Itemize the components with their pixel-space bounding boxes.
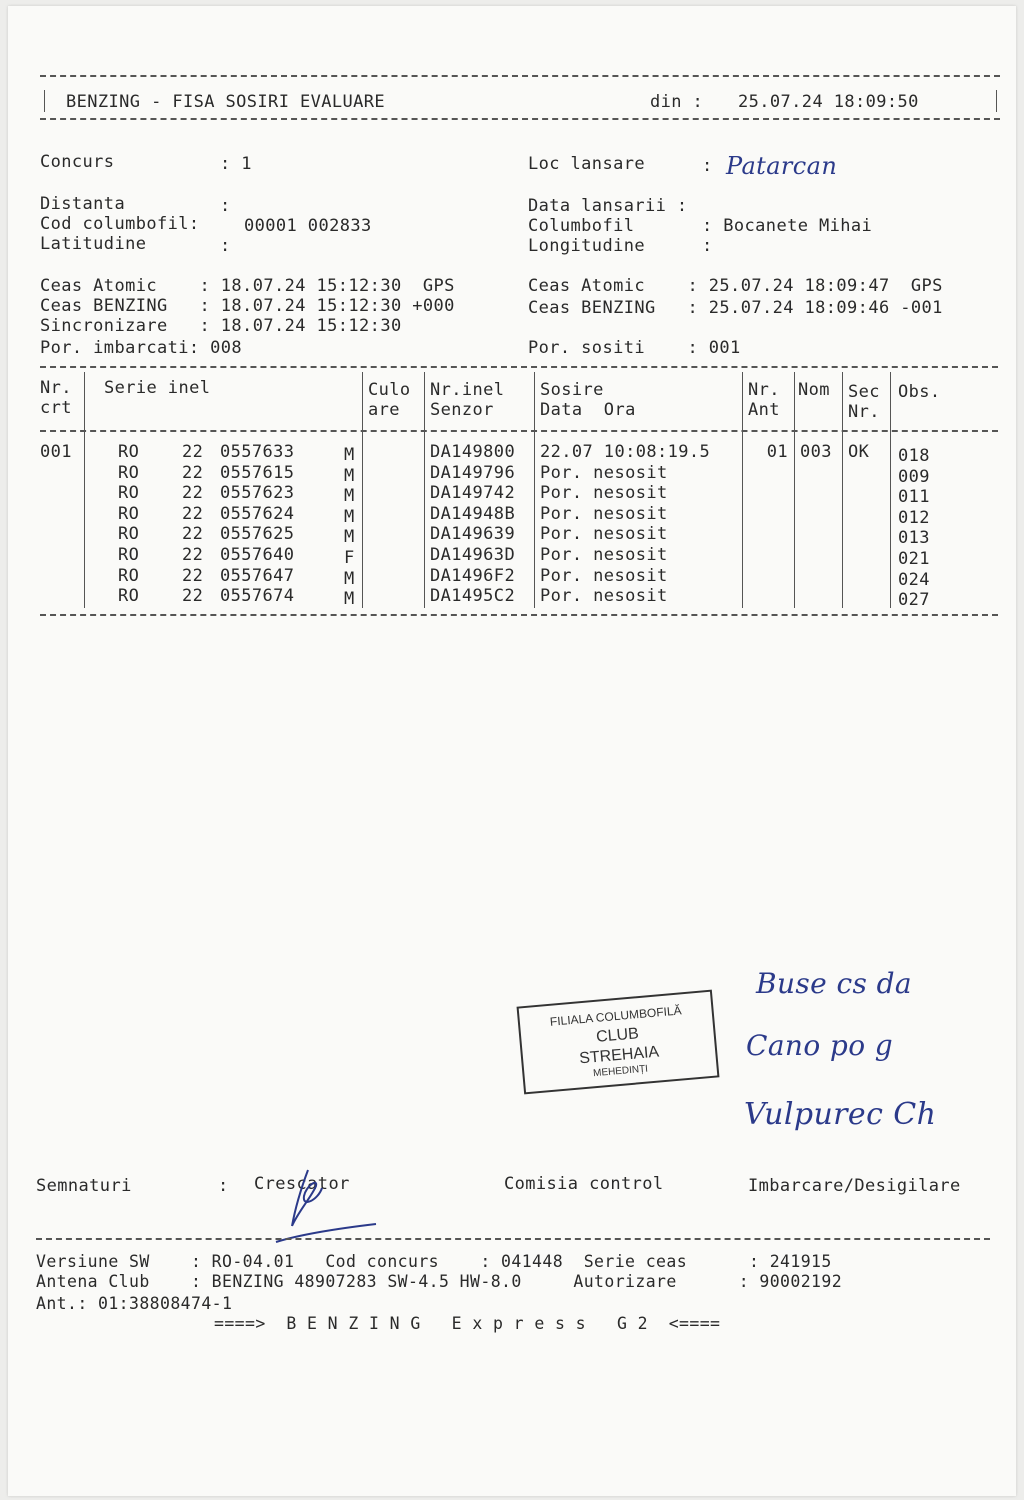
col-header-nrant-2: Ant xyxy=(748,400,780,420)
col-header-crt: crt xyxy=(40,398,72,418)
cell-senzor: DA149800 xyxy=(430,442,516,462)
col-header-are: are xyxy=(368,400,400,420)
cell-senzor: DA1495C2 xyxy=(430,586,516,607)
handwritten-note-3: Vulpurec Ch xyxy=(744,1097,937,1132)
cell-sosire: Por. nesosit xyxy=(540,565,668,586)
clock-right-4: Por. sositi : 001 xyxy=(528,338,741,358)
cell-an: 22 xyxy=(182,545,204,565)
col-header-senzor: Senzor xyxy=(430,400,494,420)
club-stamp xyxy=(517,990,720,1095)
col-sep-5 xyxy=(742,372,743,608)
col-header-sec-2: Nr. xyxy=(848,402,880,422)
cell-sosire: Por. nesosit xyxy=(540,483,668,504)
col-header-nom: Nom xyxy=(798,380,830,400)
cell-tara: RO xyxy=(118,565,140,586)
header-right-border xyxy=(996,90,997,112)
cell-sex: M xyxy=(344,568,355,589)
clock-left-2: Ceas BENZING : 18.07.24 15:12:30 +000 xyxy=(40,296,455,316)
loc-lansare-sep: : xyxy=(702,156,713,176)
cell-obs: 011 xyxy=(898,487,930,508)
clock-right-2: Ceas BENZING : 25.07.24 18:09:46 -001 xyxy=(528,298,943,318)
col-sep-1 xyxy=(84,372,85,608)
cell-tara: RO xyxy=(118,545,140,565)
footer-line-2: Antena Club : BENZING 48907283 SW-4.5 HW-8.0 Autorizare : 90002192 xyxy=(36,1272,843,1291)
cell-sosire: Por. nesosit xyxy=(540,586,668,607)
cell-tara: RO xyxy=(118,462,140,483)
cell-senzor: DA1496F2 xyxy=(430,565,516,586)
footer-line-3: Ant.: 01:38808474-1 xyxy=(36,1294,233,1313)
cell-inel: 0557633 xyxy=(220,442,295,462)
cell-obs: 018 xyxy=(898,446,930,466)
longitudine-value: : xyxy=(702,236,713,256)
cell-inel: 0557647 xyxy=(220,565,295,586)
clock-left-1: Ceas Atomic : 18.07.24 15:12:30 GPS xyxy=(40,276,455,296)
cell-senzor: DA14963D xyxy=(430,545,516,565)
document-page xyxy=(8,6,1016,1496)
columbofil-label: Columbofil xyxy=(528,216,635,236)
latitudine-value: : xyxy=(220,236,231,256)
col-sep-3 xyxy=(424,372,425,608)
cell-inel: 0557623 xyxy=(220,483,295,504)
cell-obs: 021 xyxy=(898,549,930,569)
clock-left-3: Sincronizare : 18.07.24 15:12:30 xyxy=(40,316,402,336)
cell-nom: 003 xyxy=(800,442,832,462)
cell-tara: RO xyxy=(118,442,140,462)
cell-obs: 012 xyxy=(898,507,930,528)
cell-sex: M xyxy=(344,589,355,610)
cell-senzor: DA14948B xyxy=(430,503,516,524)
cell-sex: M xyxy=(344,486,355,507)
cell-senzor: DA149639 xyxy=(430,524,516,545)
longitudine-label: Longitudine xyxy=(528,236,645,256)
cell-tara: RO xyxy=(118,524,140,545)
stamp-line-1: FILIALA COLUMBOFILĂ xyxy=(549,1003,683,1029)
cod-columbofil-label: Cod columbofil: xyxy=(40,214,200,234)
distanta-value: : xyxy=(220,196,231,216)
col-header-nrinel: Nr.inel xyxy=(430,380,505,400)
col-sep-2 xyxy=(362,372,363,608)
handwritten-note-1: Buse cs da xyxy=(756,967,913,1000)
col-header-sec-1: Sec xyxy=(848,382,880,402)
cell-sosire: 22.07 10:08:19.5 xyxy=(540,442,711,462)
report-title: BENZING - FISA SOSIRI EVALUARE xyxy=(66,92,386,112)
footer-rule xyxy=(36,1238,990,1240)
stamp-line-4: MEHEDINȚI xyxy=(592,1063,649,1080)
clock-right-1: Ceas Atomic : 25.07.24 18:09:47 GPS xyxy=(528,276,943,296)
imbarcare-label: Imbarcare/Desigilare xyxy=(748,1176,961,1196)
cell-tara: RO xyxy=(118,503,140,524)
loc-lansare-label: Loc lansare xyxy=(528,154,645,174)
cell-sex: F xyxy=(344,548,355,568)
col-header-dataora: Data Ora xyxy=(540,400,636,420)
latitudine-label: Latitudine xyxy=(40,234,147,254)
cell-obs: 024 xyxy=(898,569,930,590)
col-header-nrant-1: Nr. xyxy=(748,380,780,400)
cell-an: 22 xyxy=(182,565,204,586)
header-top-rule xyxy=(40,75,1000,77)
footer-line-1: Versiune SW : RO-04.01 Cod concurs : 041448 Serie ceas : 241915 xyxy=(36,1252,832,1271)
cell-an: 22 xyxy=(182,442,204,462)
col-header-obs: Obs. xyxy=(898,382,941,402)
cell-senzor: DA149796 xyxy=(430,462,516,483)
col-sep-6 xyxy=(794,372,795,608)
cell-an: 22 xyxy=(182,524,204,545)
signatures-label: Semnaturi xyxy=(36,1176,132,1196)
cell-inel: 0557615 xyxy=(220,462,295,483)
cell-inel: 0557640 xyxy=(220,545,295,565)
col-header-serie: Serie inel xyxy=(104,378,211,398)
cell-obs: 013 xyxy=(898,528,930,549)
footer-line-4: ====> B E N Z I N G E x p r e s s G 2 <==== xyxy=(214,1314,721,1333)
col-sep-4 xyxy=(534,372,535,608)
cell-an: 22 xyxy=(182,586,204,607)
crescator-label: Crescator xyxy=(254,1174,350,1194)
cell-tara: RO xyxy=(118,586,140,607)
crescator-signature xyxy=(272,1156,382,1246)
cell-obs: 027 xyxy=(898,590,930,611)
col-header-sosire: Sosire xyxy=(540,380,604,400)
cell-an: 22 xyxy=(182,503,204,524)
report-date: 25.07.24 18:09:50 xyxy=(738,92,919,112)
col-header-culo: Culo xyxy=(368,380,411,400)
cell-sosire: Por. nesosit xyxy=(540,503,668,524)
stamp-line-2: CLUB xyxy=(595,1025,640,1046)
cell-sex: M xyxy=(344,506,355,527)
col-header-nr: Nr. xyxy=(40,378,72,398)
concurs-label: Concurs xyxy=(40,152,115,172)
table-bottom-rule xyxy=(40,614,998,616)
cell-inel: 0557674 xyxy=(220,586,295,607)
cell-sex: M xyxy=(344,527,355,548)
cell-inel: 0557625 xyxy=(220,524,295,545)
cell-sec: OK xyxy=(848,442,870,462)
cell-nr: 001 xyxy=(40,442,72,462)
cell-inel: 0557624 xyxy=(220,503,295,524)
cell-sosire: Por. nesosit xyxy=(540,545,668,565)
clock-left-4: Por. imbarcati: 008 xyxy=(40,338,243,358)
col-sep-7 xyxy=(842,372,843,608)
table-top-rule xyxy=(40,366,998,368)
cell-sosire: Por. nesosit xyxy=(540,462,668,483)
loc-lansare-handwritten: Patarcan xyxy=(726,152,838,180)
table-header-rule xyxy=(40,430,998,432)
header-bottom-rule xyxy=(40,118,1000,120)
signatures-sep: : xyxy=(218,1176,229,1196)
col-sep-8 xyxy=(890,372,891,608)
report-date-label: din : xyxy=(650,92,704,112)
columbofil-value: : Bocanete Mihai xyxy=(702,216,873,236)
cell-obs: 009 xyxy=(898,466,930,487)
cell-tara: RO xyxy=(118,483,140,504)
cell-senzor: DA149742 xyxy=(430,483,516,504)
cell-an: 22 xyxy=(182,483,204,504)
handwritten-note-2: Cano po g xyxy=(746,1029,894,1062)
concurs-value: : 1 xyxy=(220,154,252,174)
distanta-label: Distanta xyxy=(40,194,126,214)
cell-an: 22 xyxy=(182,462,204,483)
data-lansarii-label: Data lansarii : xyxy=(528,196,688,216)
comisia-label: Comisia control xyxy=(504,1174,664,1194)
stamp-line-3: STREHAIA xyxy=(578,1043,660,1068)
cell-sosire: Por. nesosit xyxy=(540,524,668,545)
cell-sex: M xyxy=(344,465,355,486)
cell-sex: M xyxy=(344,445,355,465)
header-left-border xyxy=(44,90,45,112)
cell-ant: 01 xyxy=(766,442,788,462)
cod-columbofil-value: 00001 002833 xyxy=(244,216,372,236)
